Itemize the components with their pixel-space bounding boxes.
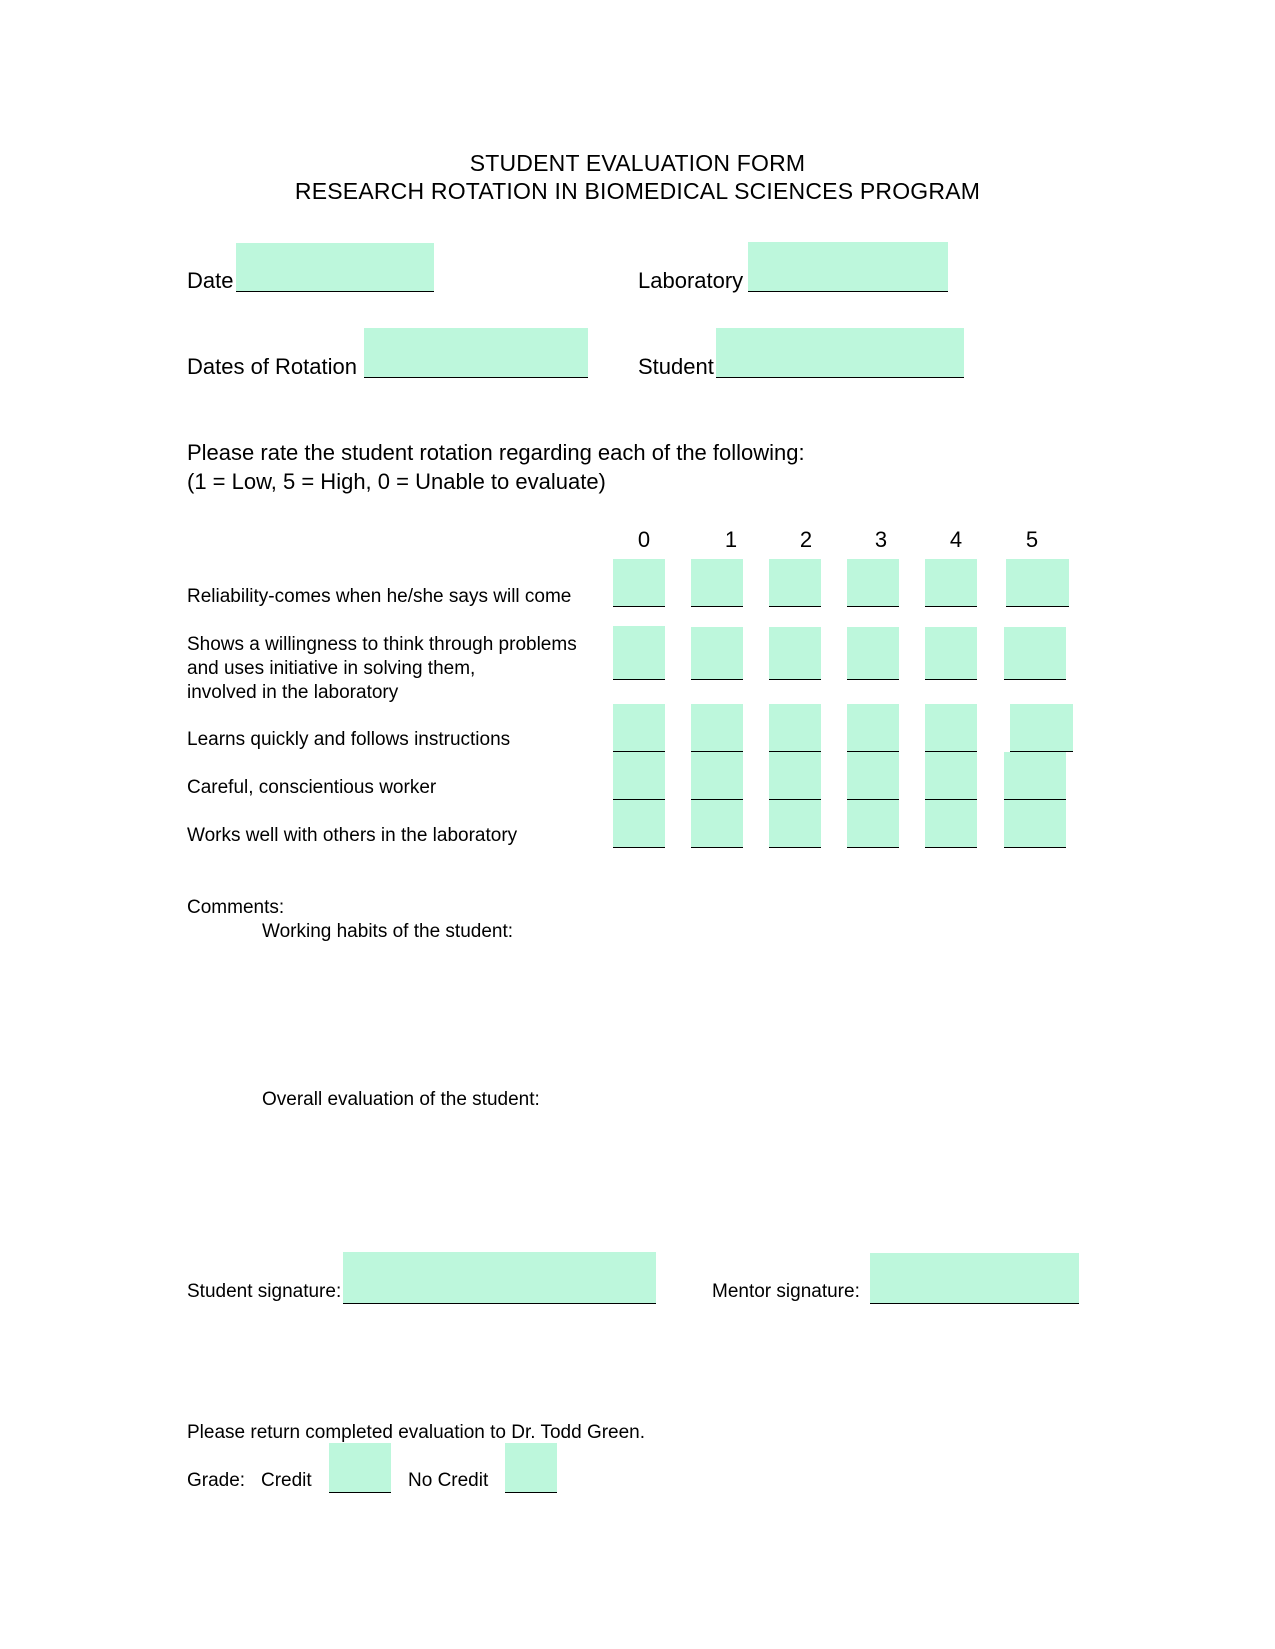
dates-of-rotation-label: Dates of Rotation	[187, 354, 357, 379]
dates-of-rotation-field[interactable]	[364, 328, 588, 378]
rating-cell[interactable]	[691, 627, 743, 680]
date-field[interactable]	[236, 243, 434, 292]
rating-cell[interactable]	[769, 559, 821, 607]
rating-cell[interactable]	[925, 800, 977, 848]
rating-cell[interactable]	[925, 704, 977, 752]
rating-cell[interactable]	[847, 627, 899, 680]
laboratory-field[interactable]	[748, 242, 948, 292]
rating-cell[interactable]	[613, 800, 665, 848]
criterion-initiative-line2: and uses initiative in solving them,	[187, 658, 476, 679]
rating-cell[interactable]	[613, 704, 665, 752]
scale-header-1: 1	[724, 527, 738, 552]
rating-cell[interactable]	[691, 800, 743, 848]
date-label: Date	[187, 268, 234, 293]
scale-header-3: 3	[874, 527, 888, 552]
rating-cell[interactable]	[691, 704, 743, 752]
criterion-initiative-line3: involved in the laboratory	[187, 682, 399, 703]
rating-cell[interactable]	[925, 627, 977, 680]
rating-cell[interactable]	[613, 559, 665, 607]
student-label: Student	[638, 354, 714, 379]
rating-cell[interactable]	[925, 559, 977, 607]
rating-cell[interactable]	[1004, 800, 1066, 848]
criterion-initiative-line1: Shows a willingness to think through problems	[187, 634, 577, 655]
no-credit-label: No Credit	[408, 1470, 489, 1491]
scale-header-5: 5	[1025, 527, 1039, 552]
criterion-works-well: Works well with others in the laboratory	[187, 825, 518, 846]
student-field[interactable]	[716, 328, 964, 378]
rating-instruction: Please rate the student rotation regarding each of the following:	[187, 440, 805, 465]
rating-cell[interactable]	[691, 752, 743, 800]
rating-cell[interactable]	[769, 704, 821, 752]
rating-cell[interactable]	[769, 752, 821, 800]
rating-cell[interactable]	[769, 627, 821, 680]
student-signature-label: Student signature:	[187, 1281, 342, 1302]
rating-cell[interactable]	[1006, 559, 1069, 607]
rating-scale-legend: (1 = Low, 5 = High, 0 = Unable to evaluate)	[187, 469, 606, 494]
rating-cell[interactable]	[847, 704, 899, 752]
mentor-signature-field[interactable]	[870, 1253, 1079, 1304]
rating-cell[interactable]	[925, 752, 977, 800]
rating-cell[interactable]	[847, 752, 899, 800]
laboratory-label: Laboratory	[638, 268, 744, 293]
criterion-reliability: Reliability-comes when he/she says will come	[187, 586, 572, 607]
scale-header-4: 4	[949, 527, 963, 552]
rating-cell[interactable]	[847, 800, 899, 848]
mentor-signature-label: Mentor signature:	[712, 1281, 860, 1302]
rating-cell[interactable]	[1010, 704, 1073, 752]
rating-cell[interactable]	[691, 559, 743, 607]
comments-heading: Comments:	[187, 897, 285, 918]
no-credit-checkbox[interactable]	[505, 1443, 557, 1493]
credit-checkbox[interactable]	[329, 1443, 391, 1493]
rating-cell[interactable]	[613, 752, 665, 800]
form-title: STUDENT EVALUATION FORM	[469, 150, 806, 176]
rating-cell[interactable]	[769, 800, 821, 848]
overall-evaluation-label: Overall evaluation of the student:	[262, 1089, 540, 1110]
grade-label: Grade:	[187, 1470, 246, 1491]
rating-cell[interactable]	[1004, 627, 1066, 680]
rating-cell[interactable]	[1004, 752, 1066, 800]
form-subtitle: RESEARCH ROTATION IN BIOMEDICAL SCIENCES PROGRAM	[294, 178, 981, 204]
scale-header-0: 0	[637, 527, 651, 552]
credit-label: Credit	[261, 1470, 312, 1491]
criterion-learns-quickly: Learns quickly and follows instructions	[187, 729, 511, 750]
return-note: Please return completed evaluation to Dr. Todd Green.	[187, 1422, 646, 1443]
scale-header-2: 2	[799, 527, 813, 552]
rating-cell[interactable]	[613, 626, 665, 680]
student-signature-field[interactable]	[343, 1252, 656, 1304]
rating-cell[interactable]	[847, 559, 899, 607]
working-habits-label: Working habits of the student:	[262, 921, 514, 942]
criterion-careful-worker: Careful, conscientious worker	[187, 777, 437, 798]
